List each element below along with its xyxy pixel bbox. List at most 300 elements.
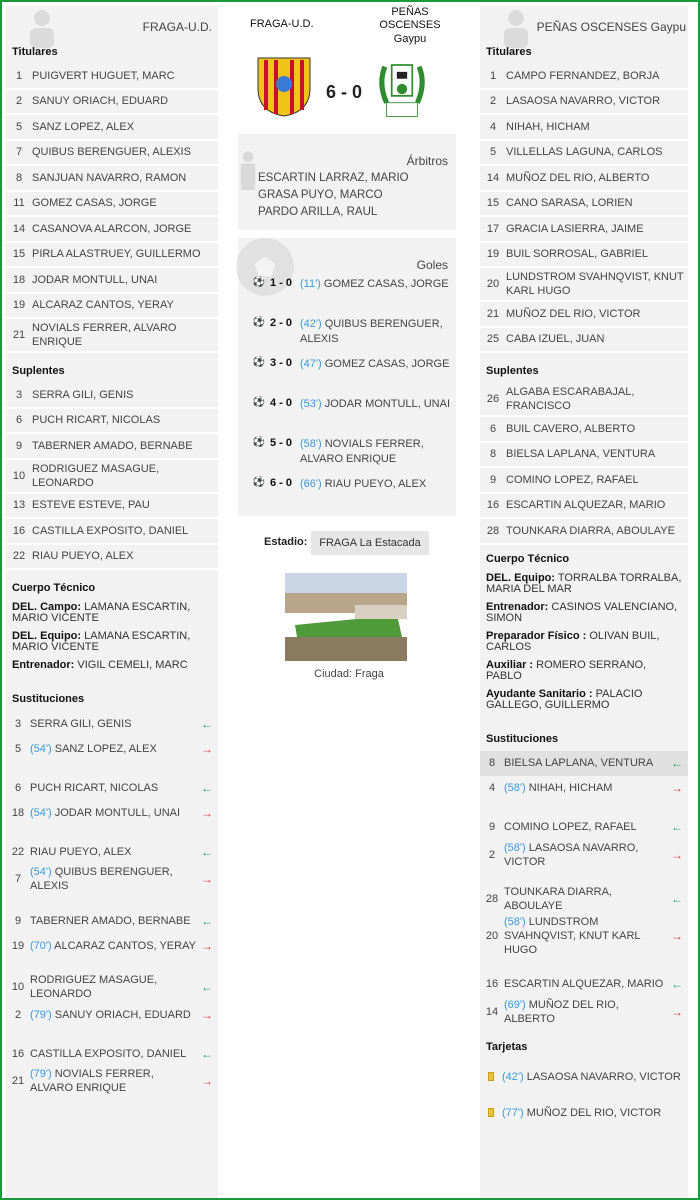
away-starter-row[interactable] [480, 141, 688, 167]
player-number: 10 [12, 469, 26, 482]
minute: (58') [504, 915, 526, 928]
staff-role: DEL. Campo: [12, 601, 82, 613]
player-number: 4 [488, 782, 496, 794]
home-subs-list [6, 383, 218, 570]
player-name[interactable]: PIRLA ALASTRUEY, GUILLERMO [32, 248, 201, 261]
substitution-row[interactable] [480, 815, 688, 840]
player-number: 21 [11, 1075, 25, 1087]
player-name[interactable]: COMINO LOPEZ, RAFAEL [506, 473, 639, 486]
home-starter-row[interactable] [6, 319, 218, 353]
player-name[interactable]: ALCARAZ CANTOS, YERAY [32, 299, 174, 312]
substitution-row[interactable] [6, 839, 218, 864]
arrow-left-icon: ← [201, 1046, 213, 1061]
substitution-row[interactable] [6, 1002, 218, 1027]
home-name-top[interactable]: FRAGA-U.D. [250, 18, 314, 30]
player-number: 4 [489, 120, 497, 133]
away-sub-row[interactable] [480, 417, 688, 443]
player-number: 7 [14, 873, 22, 885]
player-name[interactable]: SERRA GILI, GENIS [30, 717, 132, 730]
substitution-row[interactable] [480, 884, 688, 914]
player-number: 8 [15, 171, 23, 184]
player-name[interactable]: CASANOVA ALARCON, JORGE [32, 222, 192, 235]
away-starter-row[interactable] [480, 90, 688, 116]
soccer-ball-icon: ⚽ [252, 477, 266, 488]
player-name[interactable]: PUCH RICART, NICOLAS [30, 781, 159, 794]
player-number: 2 [488, 848, 496, 861]
home-sub-row[interactable] [6, 519, 218, 545]
arrow-right-icon: → [201, 872, 213, 886]
away-cards-heading: Tarjetas [486, 1040, 528, 1053]
minute: (42') [300, 318, 322, 330]
player-name[interactable]: MUÑOZ DEL RIO, ALBERTO [506, 171, 650, 184]
home-subs-heading: Suplentes [12, 365, 65, 377]
away-team-header [480, 6, 688, 40]
away-starter-row[interactable] [480, 64, 688, 90]
player-number: 9 [489, 473, 497, 486]
scorer-name[interactable]: (42') QUIBUS BERENGUER, ALEXIS [300, 318, 443, 345]
player-name[interactable]: GOMEZ CASAS, JORGE [32, 197, 157, 210]
city-label: Ciudad: Fraga [314, 668, 384, 680]
player-name[interactable]: TABERNER AMADO, BERNABE [30, 914, 191, 927]
player-number: 5 [15, 120, 23, 133]
away-starters-heading: Titulares [486, 46, 532, 58]
player-name[interactable]: GRACIA LASIERRA, JAIME [506, 222, 644, 235]
staff-name[interactable]: VIGIL CEMELI, MARC [77, 659, 188, 671]
player-number: 7 [15, 146, 23, 159]
goals-heading: Goles [416, 258, 448, 272]
soccer-ball-icon: ⚽ [252, 437, 266, 448]
away-changes-list [480, 751, 688, 1027]
arrow-right-icon: → [201, 805, 213, 820]
minute: (47') [300, 358, 322, 370]
player-name[interactable]: (79') NOVIALS FERRER, ALVARO ENRIQUE [30, 1068, 154, 1094]
away-staff-list [480, 571, 688, 713]
spacer [6, 1027, 218, 1041]
player-name[interactable]: ESTEVE ESTEVE, PAU [32, 499, 150, 512]
player-name[interactable]: RIAU PUEYO, ALEX [30, 845, 132, 858]
minute: (69') [504, 998, 526, 1011]
player-name[interactable]: NIHAH, HICHAM [506, 120, 590, 133]
away-subs-heading: Suplentes [486, 365, 539, 377]
player-number: 14 [485, 1005, 499, 1018]
player-name[interactable]: (42') LASAOSA NAVARRO, VICTOR [502, 1070, 681, 1083]
player-number: 18 [12, 273, 26, 286]
home-staff-list [6, 600, 218, 673]
player-number: 6 [15, 414, 23, 427]
player-number: 14 [486, 171, 500, 184]
player-number: 6 [14, 781, 22, 794]
home-starter-row[interactable] [6, 141, 218, 167]
player-number: 16 [486, 499, 500, 512]
player-name[interactable]: TABERNER AMADO, BERNABE [32, 439, 193, 452]
minute: (79') [30, 1068, 52, 1080]
player-name[interactable]: (77') MUÑOZ DEL RIO, VICTOR [502, 1106, 662, 1119]
away-starters-list [480, 64, 688, 353]
staff-name[interactable]: LAMANA ESCARTIN, MARIO VICENTE [12, 601, 191, 624]
spacer [6, 958, 218, 972]
away-team-name[interactable]: PEÑAS OSCENSES Gaypu [536, 20, 686, 34]
staff-name[interactable]: CASINOS VALENCIANO, SIMON [486, 600, 678, 624]
player-number: 20 [486, 278, 500, 290]
arrow-right-icon: → [671, 781, 683, 795]
player-number: 13 [12, 499, 26, 512]
player-name[interactable]: RODRIGUEZ MASAGUE, LEONARDO [30, 974, 158, 1000]
player-number: 18 [11, 806, 25, 819]
away-starter-row[interactable] [480, 166, 688, 192]
arrow-left-icon: ← [671, 977, 683, 991]
scorer-name[interactable]: (47') GOMEZ CASAS, JORGE [300, 358, 450, 370]
spacer [480, 870, 688, 884]
staff-entry [480, 629, 688, 655]
player-number: 21 [12, 329, 26, 341]
player-name[interactable]: SANJUAN NAVARRO, RAMON [32, 171, 187, 184]
arrow-left-icon: ← [671, 891, 683, 906]
minute: (54') [30, 742, 52, 755]
player-name[interactable]: COMINO LOPEZ, RAFAEL [504, 821, 637, 833]
goals-list [238, 274, 456, 514]
away-starter-row[interactable] [480, 328, 688, 354]
player-name[interactable]: (79') SANUY ORIACH, EDUARD [30, 1008, 191, 1021]
player-name[interactable]: TOUNKARA DIARRA, ABOULAYE [506, 524, 675, 537]
player-number: 2 [15, 95, 23, 108]
player-name[interactable]: SANUY ORIACH, EDUARD [32, 95, 169, 108]
substitution-row[interactable] [6, 736, 218, 761]
minute: (58') [504, 841, 526, 854]
player-name[interactable]: RIAU PUEYO, ALEX [32, 550, 134, 563]
player-number: 28 [485, 892, 499, 905]
home-changes-heading: Sustituciones [12, 693, 85, 705]
spacer [480, 958, 688, 972]
staff-entry [480, 571, 688, 597]
player-name[interactable]: LASAOSA NAVARRO, VICTOR [506, 95, 661, 108]
substitution-row[interactable] [6, 800, 218, 825]
away-crest-icon[interactable] [378, 52, 426, 126]
arrow-right-icon: → [671, 847, 683, 862]
player-number: 26 [486, 393, 500, 405]
away-starter-row[interactable] [480, 268, 688, 302]
referees-list [258, 170, 409, 221]
home-changes-list [6, 711, 218, 1096]
arrow-right-icon: → [201, 741, 213, 756]
away-sub-row[interactable] [480, 494, 688, 520]
home-team-name[interactable]: FRAGA-U.D. [142, 20, 212, 34]
player-number: 21 [486, 307, 500, 320]
player-number: 16 [485, 978, 499, 990]
home-sub-row[interactable] [6, 545, 218, 571]
substitution-row[interactable] [480, 972, 688, 997]
staff-name[interactable]: TORRALBA TORRALBA, MARIA DEL MAR [486, 571, 682, 595]
player-number: 5 [14, 742, 22, 755]
staff-role: Auxiliar : [486, 658, 534, 671]
substitution-row[interactable] [480, 776, 688, 801]
person-silhouette-icon [24, 8, 60, 48]
scorer-name[interactable]: (66') RIAU PUEYO, ALEX [300, 478, 427, 490]
staff-entry [480, 687, 688, 713]
arrow-right-icon: → [201, 1007, 213, 1022]
minute: (11') [300, 278, 321, 290]
substitution-row[interactable] [480, 997, 688, 1027]
player-name[interactable]: BIELSA LAPLANA, VENTURA [506, 448, 656, 461]
away-name-top[interactable]: PEÑAS OSCENSES [379, 6, 441, 31]
home-starter-row[interactable] [6, 166, 218, 192]
referee-name[interactable]: ESCARTIN LARRAZ, MARIO [258, 172, 409, 184]
substitution-row[interactable] [6, 908, 218, 933]
home-starters-heading: Titulares [12, 46, 58, 58]
arrow-left-icon: ← [201, 844, 213, 859]
player-name[interactable]: (70') ALCARAZ CANTOS, YERAY [30, 939, 196, 952]
player-number: 19 [11, 939, 25, 952]
player-name[interactable]: PUCH RICART, NICOLAS [32, 414, 161, 427]
player-name[interactable]: CAMPO FERNANDEZ, BORJA [506, 69, 660, 82]
player-number: 1 [15, 69, 23, 82]
player-name[interactable]: BUIL SORROSAL, GABRIEL [506, 248, 649, 261]
home-starter-row[interactable] [6, 192, 218, 218]
arrow-left-icon: ← [201, 780, 213, 795]
home-sub-row[interactable] [6, 494, 218, 520]
goal-row[interactable] [238, 474, 456, 514]
staff-name[interactable]: LAMANA ESCARTIN, MARIO VICENTE [12, 630, 191, 653]
player-number: 17 [486, 222, 500, 235]
substitution-row[interactable] [480, 751, 688, 776]
player-name[interactable]: SERRA GILI, GENIS [32, 388, 134, 401]
player-number: 8 [488, 757, 496, 769]
home-starter-row[interactable] [6, 268, 218, 294]
staff-entry [6, 629, 218, 655]
scorer-name[interactable]: (53') JODAR MONTULL, UNAI [300, 398, 451, 410]
arrow-left-icon: ← [201, 980, 213, 994]
player-name[interactable]: (69') MUÑOZ DEL RIO, ALBERTO [504, 998, 619, 1025]
home-team-panel [6, 6, 218, 1200]
arrow-right-icon: → [201, 938, 213, 953]
stadium-photo[interactable] [285, 573, 407, 661]
yellow-card-icon [488, 1072, 494, 1081]
home-starter-row[interactable] [6, 64, 218, 90]
staff-role: DEL. Equipo: [12, 630, 82, 642]
card-row[interactable] [480, 1095, 688, 1131]
goal-row[interactable] [238, 354, 456, 394]
substitution-row[interactable] [6, 1041, 218, 1066]
player-number: 25 [486, 333, 500, 346]
spacer [480, 801, 688, 815]
goal-score: 5 - 0 [270, 437, 293, 449]
minute: (42') [502, 1070, 524, 1083]
player-number: 8 [489, 448, 497, 461]
away-cards-list [480, 1059, 688, 1131]
player-name[interactable]: LUNDSTROM SVAHNQVIST, KNUT KARL HUGO [506, 271, 684, 297]
home-team-header [6, 6, 218, 40]
away-sub-row[interactable] [480, 519, 688, 545]
home-starter-row[interactable] [6, 243, 218, 269]
player-name[interactable]: CASTILLA EXPOSITO, DANIEL [30, 1047, 187, 1060]
staff-name[interactable]: ROMERO SERRANO, PABLO [486, 658, 647, 682]
substitution-row[interactable] [6, 775, 218, 800]
goal-score: 2 - 0 [270, 317, 293, 329]
player-number: 5 [489, 146, 497, 159]
player-name[interactable]: BIELSA LAPLANA, VENTURA [504, 757, 654, 769]
staff-entry [480, 658, 688, 684]
referees-heading: Árbitros [406, 154, 448, 168]
player-name[interactable]: BUIL CAVERO, ALBERTO [506, 422, 636, 435]
substitution-row[interactable] [6, 711, 218, 736]
player-name[interactable]: ALGABA ESCARABAJAL, FRANCISCO [506, 386, 635, 412]
home-sub-row[interactable] [6, 409, 218, 435]
player-number: 19 [12, 299, 26, 312]
home-starters-list [6, 64, 218, 353]
player-number: 15 [486, 197, 500, 210]
player-name[interactable]: JODAR MONTULL, UNAI [32, 273, 158, 286]
player-name[interactable]: CABA IZUEL, JUAN [506, 333, 605, 346]
soccer-ball-icon: ⚽ [252, 357, 266, 368]
staff-name[interactable]: OLIVAN BUIL, CARLOS [486, 629, 660, 653]
spacer [6, 894, 218, 908]
away-subs-list [480, 383, 688, 545]
player-name[interactable]: CANO SARASA, LORIEN [506, 197, 633, 210]
home-staff-heading: Cuerpo Técnico [12, 582, 96, 594]
player-name[interactable]: (54') JODAR MONTULL, UNAI [30, 806, 181, 819]
scorer-name[interactable]: (11') GOMEZ CASAS, JORGE [300, 278, 449, 290]
player-number: 2 [489, 95, 497, 108]
stadium-name-button[interactable]: FRAGA La Estacada [311, 531, 429, 555]
home-sub-row[interactable] [6, 460, 218, 494]
stadium-label: Estadio: [264, 536, 308, 548]
substitution-row[interactable] [6, 972, 218, 1002]
goal-score: 6 - 0 [270, 477, 293, 489]
goals-box [238, 238, 456, 516]
player-name[interactable]: MUÑOZ DEL RIO, VICTOR [506, 307, 641, 320]
goal-score: 3 - 0 [270, 357, 293, 369]
player-number: 3 [15, 388, 23, 401]
home-starter-row[interactable] [6, 217, 218, 243]
player-name[interactable]: (58') LASAOSA NAVARRO, VICTOR [504, 841, 639, 868]
player-name[interactable]: SANZ LOPEZ, ALEX [32, 120, 135, 133]
away-starter-row[interactable] [480, 192, 688, 218]
player-name[interactable]: (54') SANZ LOPEZ, ALEX [30, 742, 157, 755]
away-starter-row[interactable] [480, 302, 688, 328]
goal-row[interactable] [238, 274, 456, 314]
player-number: 22 [12, 550, 26, 563]
staff-entry [6, 658, 218, 673]
match-center [222, 6, 476, 706]
staff-role: Ayudante Sanitario : [486, 687, 593, 700]
player-number: 28 [486, 524, 500, 537]
player-name[interactable]: RODRIGUEZ MASAGUE, LEONARDO [32, 462, 160, 489]
arrow-right-icon: → [671, 1004, 683, 1019]
minute: (54') [30, 866, 52, 878]
arrow-right-icon: → [201, 1074, 213, 1088]
minute: (77') [502, 1106, 524, 1119]
arrow-left-icon: ← [671, 756, 683, 770]
yellow-card-icon [488, 1108, 494, 1117]
player-number: 15 [12, 248, 26, 261]
player-name[interactable]: QUIBUS BERENGUER, ALEXIS [32, 146, 191, 159]
player-name[interactable]: PUIGVERT HUGUET, MARC [32, 69, 175, 82]
player-number: 20 [485, 929, 499, 942]
player-number: 3 [14, 717, 22, 730]
player-name[interactable]: (54') QUIBUS BERENGUER, ALEXIS [30, 866, 173, 892]
away-sub-row[interactable] [480, 468, 688, 494]
staff-entry [6, 600, 218, 626]
home-starter-row[interactable] [6, 90, 218, 116]
away-starter-row[interactable] [480, 115, 688, 141]
away-staff-heading: Cuerpo Técnico [486, 552, 570, 565]
minute: (54') [30, 806, 52, 819]
person-silhouette-icon [238, 140, 258, 200]
away-name-sub: Gaypu [393, 33, 427, 45]
player-name[interactable]: ESCARTIN ALQUEZAR, MARIO [506, 499, 666, 512]
player-name[interactable]: VILLELLAS LAGUNA, CARLOS [506, 146, 663, 159]
soccer-ball-icon: ⚽ [252, 277, 266, 288]
substitution-row[interactable] [6, 1066, 218, 1096]
away-starter-row[interactable] [480, 217, 688, 243]
away-changes-heading: Sustituciones [486, 732, 559, 745]
away-sub-row[interactable] [480, 383, 688, 417]
soccer-ball-icon: ⚽ [252, 397, 266, 408]
player-number: 9 [14, 914, 22, 927]
player-number: 9 [15, 439, 23, 452]
goal-score: 4 - 0 [270, 397, 293, 409]
staff-role: Preparador Físico : [486, 629, 587, 642]
minute: (79') [30, 1008, 52, 1021]
player-name[interactable]: (58') NIHAH, HICHAM [504, 782, 613, 794]
staff-role: DEL. Equipo: [486, 571, 556, 584]
substitution-row[interactable] [480, 840, 688, 870]
goal-row[interactable] [238, 434, 456, 474]
player-name[interactable]: CASTILLA EXPOSITO, DANIEL [32, 524, 189, 537]
player-name[interactable]: TOUNKARA DIARRA, ABOULAYE [504, 885, 612, 912]
minute: (58') [504, 782, 526, 794]
home-starter-row[interactable] [6, 294, 218, 320]
person-silhouette-icon [498, 8, 534, 48]
substitution-row[interactable] [6, 933, 218, 958]
player-number: 10 [11, 981, 25, 993]
player-number: 16 [11, 1047, 25, 1060]
goal-row[interactable] [238, 314, 456, 354]
player-number: 6 [489, 422, 497, 435]
substitution-row[interactable] [480, 914, 688, 958]
home-sub-row[interactable] [6, 434, 218, 460]
referee-name[interactable]: PARDO ARILLA, RAUL [258, 206, 378, 218]
player-number: 1 [489, 69, 497, 82]
arrow-left-icon: ← [201, 716, 213, 731]
arrow-left-icon: ← [201, 913, 213, 928]
staff-entry [480, 600, 688, 626]
goal-score: 1 - 0 [270, 277, 293, 289]
player-number: 19 [486, 248, 500, 261]
player-number: 16 [12, 524, 26, 537]
card-row[interactable] [480, 1059, 688, 1095]
home-sub-row[interactable] [6, 383, 218, 409]
away-team-panel [480, 6, 688, 1200]
home-crest-icon[interactable] [254, 54, 314, 118]
goal-row[interactable] [238, 394, 456, 434]
player-name[interactable]: (58') LUNDSTROM SVAHNQVIST, KNUT KARL HUGO [504, 915, 641, 956]
staff-role: Entrenador: [486, 600, 549, 613]
away-starter-row[interactable] [480, 243, 688, 269]
player-name[interactable]: NOVIALS FERRER, ALVARO ENRIQUE [32, 322, 177, 348]
scorer-name[interactable]: (58') NOVIALS FERRER, ALVARO ENRIQUE [300, 438, 424, 465]
away-sub-row[interactable] [480, 443, 688, 469]
arrow-left-icon: ← [671, 820, 683, 834]
player-number: 2 [14, 1008, 22, 1021]
home-starter-row[interactable] [6, 115, 218, 141]
staff-role: Entrenador: [12, 659, 75, 671]
player-name[interactable]: ESCARTIN ALQUEZAR, MARIO [504, 978, 664, 990]
staff-name[interactable]: PALACIO GALLEGO, GUILLERMO [486, 687, 643, 711]
minute: (58') [300, 438, 322, 450]
referee-name[interactable]: GRASA PUYO, MARCO [258, 189, 383, 201]
substitution-row[interactable] [6, 864, 218, 894]
spacer [6, 825, 218, 839]
